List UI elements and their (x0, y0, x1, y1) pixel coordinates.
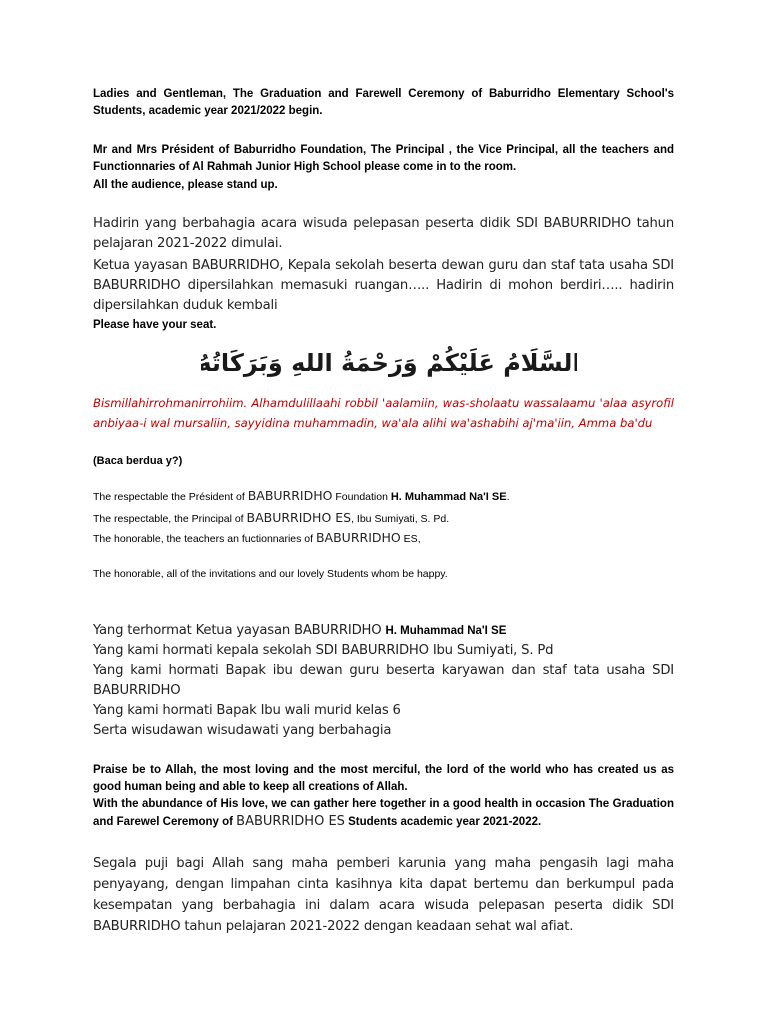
indonesian-opening-2: Ketua yayasan BABURRIDHO, Kepala sekolah beserta dewan guru dan staf tata usaha SDI BABURRIDHO dipersilahkan memasuki ruangan….. Hadirin di mohon berdiri….. hadirin dipersilahkan duduk kembali (93, 258, 674, 313)
salam-calligraphy-text: السَّلَامُ عَلَيْكُمْ وَرَحْمَةُ اللهِ وَبَرَكَاتُهُ (201, 349, 577, 377)
respect-en-3-post: ES, (400, 533, 421, 545)
praise-en-2 (93, 796, 674, 831)
english-intro: Ladies and Gentleman, The Graduation and Farewell Ceremony of Baburridho Elementary School's Students, academic year 2021/2022 begin. (93, 88, 674, 117)
respect-en-1-org: BABURRIDHO (247, 488, 333, 503)
respect-en-3-pre: The honorable, the teachers an fuctionnaries of (93, 533, 316, 545)
respect-en-1 (93, 486, 674, 507)
respect-en-3 (93, 528, 674, 549)
english-invite: Mr and Mrs Président of Baburridho Foundation, The Principal , the Vice Principal, all the teachers and Functionnaries of Al Rahmah Junior High School please come in to the room. (93, 144, 674, 173)
praise-en-2-post: Students academic year 2021-2022. (344, 816, 542, 828)
respect-id-1 (93, 621, 674, 641)
respect-en-2 (93, 508, 674, 529)
respect-en-3-org: BABURRIDHO (315, 530, 401, 545)
please-seat: Please have your seat. (93, 319, 217, 331)
respect-en-1-end: . (506, 491, 510, 503)
respect-id-3: Yang kami hormati Bapak ibu dewan guru beserta karyawan dan staf tata usaha SDI BABURRIDHO (93, 663, 674, 698)
respect-en-2-org: BABURRIDHO ES (246, 510, 352, 525)
respect-id-4: Yang kami hormati Bapak Ibu wali murid kelas 6 (93, 703, 401, 718)
bismillah-note: (Baca berdua y?) (93, 455, 183, 467)
respect-en-1-pre: The respectable the Président of (93, 491, 248, 503)
indonesian-opening-1: Hadirin yang berbahagia acara wisuda pelepasan peserta didik SDI BABURRIDHO tahun pelajaran 2021-2022 dimulai. (93, 216, 674, 251)
respect-id-2: Yang kami hormati kepala sekolah SDI BABURRIDHO Ibu Sumiyati, S. Pd (93, 643, 554, 658)
respect-en-1-post: Foundation (332, 491, 391, 503)
respect-en-4: The honorable, all of the invitations and our lovely Students whom be happy. (93, 568, 448, 580)
bismillah-text: Bismillahirrohmanirrohiim. Alhamdulillaahi robbil 'aalamiin, was-sholaatu wassalaamu 'alaa asyrofil anbiyaa-i wal mursaliin, sayyidina muhammadin, wa'ala alihi wa'ashabihi aj'ma'iin, Amma ba'du (93, 396, 674, 430)
praise-en-2-org: BABURRIDHO ES (236, 814, 345, 829)
praise-en-2-pre: With the abundance of His love, we can gather here together in a good health in occasion The Graduation and Farewel Ceremony of (93, 798, 674, 828)
respect-en-2-pre: The respectable, the Principal of (93, 513, 247, 525)
respect-id-1-pre: Yang terhormat Ketua yayasan BABURRIDHO (93, 623, 386, 638)
respect-en-2-post: , Ibu Sumiyati, S. Pd. (351, 513, 450, 525)
respect-en-1-name: H. Muhammad Na'I SE (390, 491, 507, 503)
respect-id-1-name: H. Muhammad Na'I SE (385, 625, 507, 637)
english-stand-up: All the audience, please stand up. (93, 179, 278, 191)
respect-id-5: Serta wisudawan wisudawati yang berbahagia (93, 723, 392, 738)
praise-id: Segala puji bagi Allah sang maha pemberi karunia yang maha pengasih lagi maha penyayang, dengan limpahan cinta kasihnya kita dapat bertemu dan berkumpul pada kesempatan yang berbahagia ini dalam acara wisuda pelepasan peserta didik SDI BABURRIDHO tahun pelajaran 2021-2022 dengan keadaan sehat wal afiat. (93, 856, 674, 934)
praise-en-1: Praise be to Allah, the most loving and the most merciful, the lord of the world who has created us as good human being and able to keep all creations of Allah. (93, 764, 674, 793)
salam-calligraphy (201, 345, 577, 379)
